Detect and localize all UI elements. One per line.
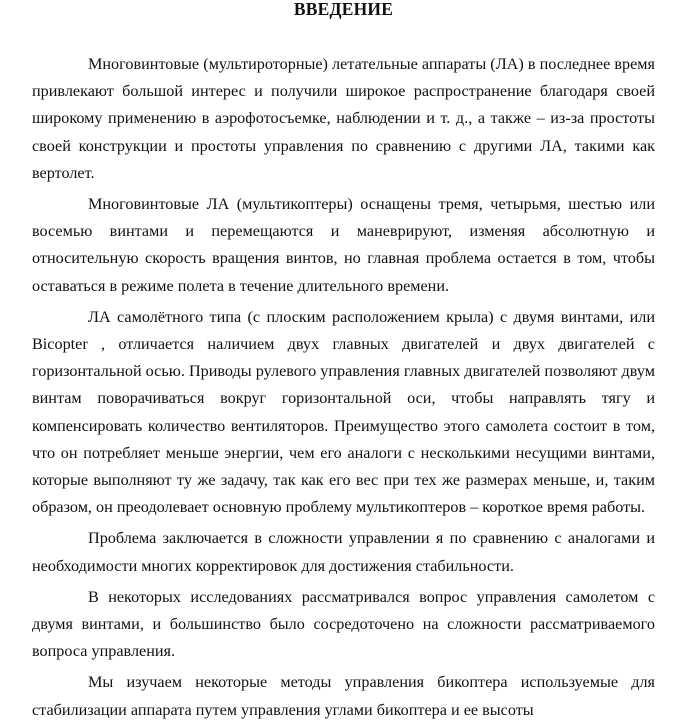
- paragraph-study-goal: Мы изучаем некоторые методы управления бикоптера используемые для стабилизации аппарата путем управления углами бикоптера и ее высоты: [32, 673, 655, 719]
- page-title: ВВЕДЕНИЕ: [293, 0, 394, 19]
- paragraph-control-problem: Проблема заключается в сложности управлении я по сравнению с аналогами и необходимости многих корректировок для достижения стабильности.: [32, 529, 655, 575]
- paragraph-bicopter-description: ЛА самолётного типа (с плоским расположением крыла) с двумя винтами, или Bicopter , отличается наличием двух главных двигателей и двух двигателей с горизонтальной осью. Приводы рулевого управления главных двигателей позволяют двум винтам поворачиваться вокруг горизонтальной оси, чтобы направлять тягу и компенсировать количество вентиляторов. Преимущество этого самолета состоит в том, что он потребляет меньше энергии, чем его аналоги с несколькими несущими винтами, которые выполняют ту же задачу, так как его вес при тех же размерах меньше, и, таким образом, он преодолевает основную проблему мультикоптеров – короткое время работы.: [32, 307, 655, 517]
- document-body: [32, 51, 655, 724]
- paragraph-multirotor-intro: Многовинтовые (мультироторные) летательные аппараты (ЛА) в последнее время привлекают большой интерес и получили широкое распространение благодаря своей широкому применению в аэрофотосъемке, наблюдении и т. д., а также – из-за простоты своей конструкции и простоты управления по сравнению с другими ЛА, такими как вертолет.: [32, 55, 655, 182]
- paragraph-multicopter-problem: Многовинтовые ЛА (мультикоптеры) оснащены тремя, четырьмя, шестью или восемью винтами и перемещаются и маневрируют, изменяя абсолютную и относительную скорость вращения винтов, но главная проблема остается в том, чтобы оставаться в режиме полета в течение длительного времени.: [32, 195, 655, 295]
- paragraph-research-review: В некоторых исследованиях рассматривался вопрос управления самолетом с двумя винтами, и большинство было сосредоточено на сложности рассматриваемого вопроса управления.: [32, 587, 655, 661]
